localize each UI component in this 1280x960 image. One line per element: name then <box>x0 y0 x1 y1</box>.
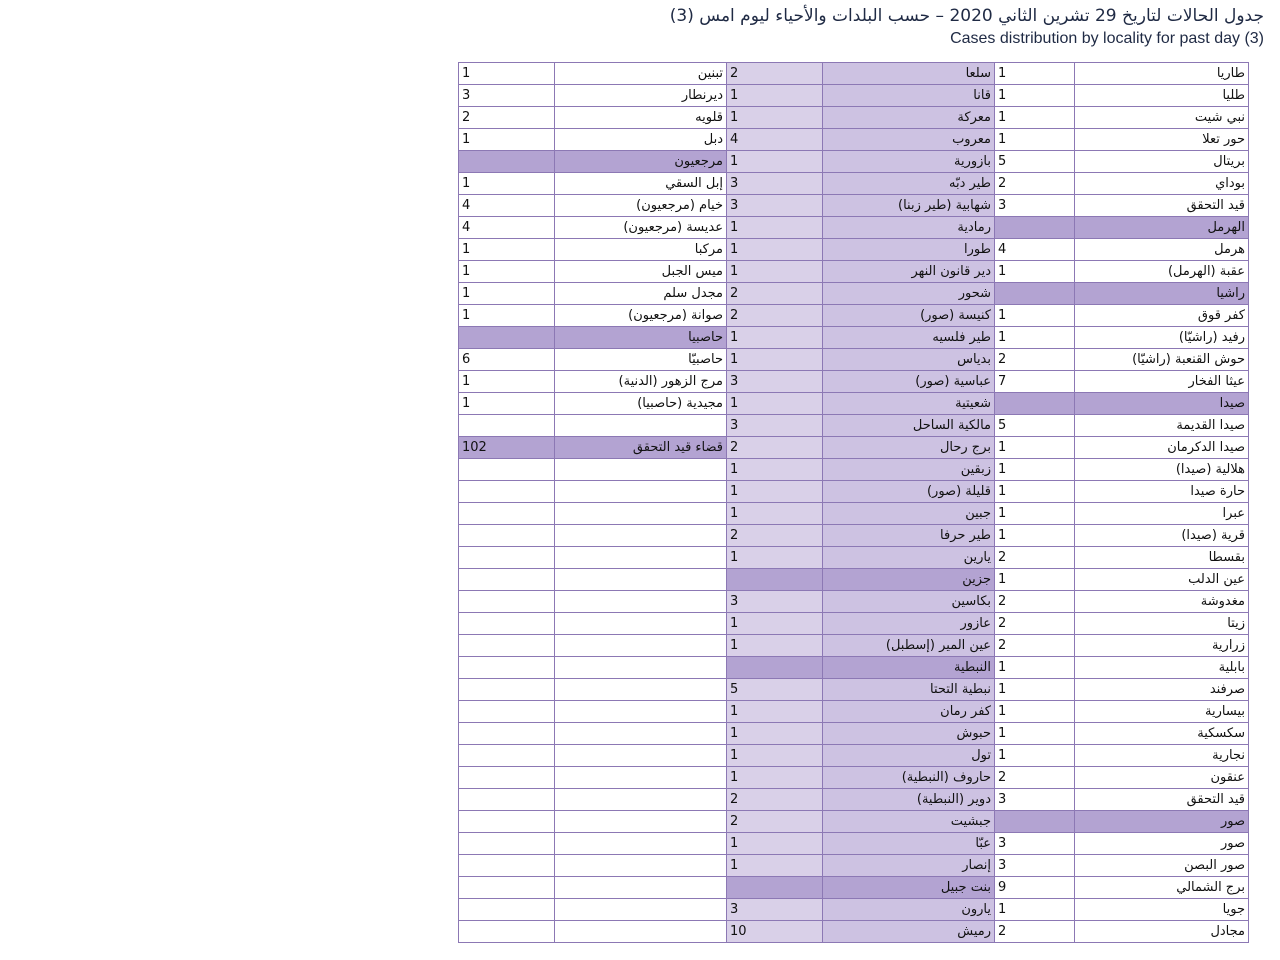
locality-name-cell: سكسكية <box>1075 723 1249 745</box>
locality-name-cell: دبل <box>555 129 727 151</box>
locality-name-cell: زرارية <box>1075 635 1249 657</box>
locality-name-cell: صور البصن <box>1075 855 1249 877</box>
case-count-cell: 1 <box>727 745 823 767</box>
locality-name-cell: مرجعيون <box>555 151 727 173</box>
locality-name-cell <box>555 833 727 855</box>
case-count-cell: 2 <box>727 283 823 305</box>
case-count-cell <box>459 151 555 173</box>
case-count-cell <box>459 569 555 591</box>
locality-name-cell: جبشيت <box>823 811 995 833</box>
case-count-cell: 1 <box>727 151 823 173</box>
case-count-cell: 1 <box>459 305 555 327</box>
case-count-cell: 1 <box>727 503 823 525</box>
locality-name-cell: يارين <box>823 547 995 569</box>
locality-name-cell <box>555 811 727 833</box>
locality-name-cell: عباسية (صور) <box>823 371 995 393</box>
case-count-cell <box>459 899 555 921</box>
table-row <box>459 327 1249 349</box>
locality-name-cell: راشيا <box>1075 283 1249 305</box>
locality-name-cell: سلعا <box>823 63 995 85</box>
case-count-cell: 1 <box>727 701 823 723</box>
locality-name-cell: إبل السقي <box>555 173 727 195</box>
case-count-cell: 1 <box>459 283 555 305</box>
locality-name-cell <box>555 591 727 613</box>
case-count-cell <box>727 657 823 679</box>
locality-name-cell: طاريا <box>1075 63 1249 85</box>
locality-name-cell <box>555 635 727 657</box>
locality-name-cell: صيدا الدكرمان <box>1075 437 1249 459</box>
locality-name-cell: حاروف (النبطية) <box>823 767 995 789</box>
case-count-cell: 5 <box>727 679 823 701</box>
locality-name-cell: قانا <box>823 85 995 107</box>
case-count-cell: 1 <box>459 371 555 393</box>
locality-name-cell: طورا <box>823 239 995 261</box>
locality-name-cell <box>555 503 727 525</box>
locality-name-cell <box>555 415 727 437</box>
locality-name-cell <box>555 481 727 503</box>
case-count-cell: 2 <box>727 525 823 547</box>
title-english: Cases distribution by locality for past day (3) <box>950 30 1264 47</box>
locality-name-cell <box>555 767 727 789</box>
case-count-cell <box>459 855 555 877</box>
locality-name-cell: جزين <box>823 569 995 591</box>
locality-name-cell <box>555 701 727 723</box>
case-count-cell <box>727 877 823 899</box>
case-count-cell: 3 <box>727 195 823 217</box>
locality-name-cell <box>555 899 727 921</box>
case-count-cell: 2 <box>995 767 1075 789</box>
locality-name-cell: مجيدية (حاصبيا) <box>555 393 727 415</box>
locality-name-cell: تول <box>823 745 995 767</box>
case-count-cell: 1 <box>995 569 1075 591</box>
case-count-cell: 2 <box>727 437 823 459</box>
locality-name-cell: عبّا <box>823 833 995 855</box>
locality-name-cell: طير فلسيه <box>823 327 995 349</box>
case-count-cell: 1 <box>995 723 1075 745</box>
case-count-cell: 5 <box>995 151 1075 173</box>
locality-name-cell: عقبة (الهرمل) <box>1075 261 1249 283</box>
case-count-cell: 1 <box>727 723 823 745</box>
locality-name-cell: بريتال <box>1075 151 1249 173</box>
table-row <box>459 459 1249 481</box>
locality-name-cell: بدياس <box>823 349 995 371</box>
locality-name-cell: كنيسة (صور) <box>823 305 995 327</box>
case-count-cell: 4 <box>995 239 1075 261</box>
table-row <box>459 371 1249 393</box>
case-count-cell: 1 <box>459 239 555 261</box>
case-count-cell: 1 <box>727 217 823 239</box>
case-count-cell <box>995 217 1075 239</box>
case-count-cell: 1 <box>459 173 555 195</box>
case-count-cell: 1 <box>727 481 823 503</box>
locality-name-cell: بيسارية <box>1075 701 1249 723</box>
locality-name-cell: حاصبيّا <box>555 349 727 371</box>
case-count-cell <box>459 767 555 789</box>
locality-name-cell: صوانة (مرجعيون) <box>555 305 727 327</box>
locality-name-cell: بكاسين <box>823 591 995 613</box>
case-count-cell: 4 <box>727 129 823 151</box>
table-row <box>459 85 1249 107</box>
case-count-cell: 3 <box>727 415 823 437</box>
locality-name-cell: بازورية <box>823 151 995 173</box>
locality-name-cell <box>555 525 727 547</box>
case-count-cell: 10 <box>727 921 823 943</box>
case-count-cell: 1 <box>727 85 823 107</box>
locality-name-cell: زبقين <box>823 459 995 481</box>
case-count-cell: 1 <box>995 63 1075 85</box>
locality-name-cell <box>555 657 727 679</box>
case-count-cell: 2 <box>459 107 555 129</box>
locality-name-cell <box>555 855 727 877</box>
table-row <box>459 855 1249 877</box>
locality-name-cell <box>555 459 727 481</box>
table-row <box>459 349 1249 371</box>
locality-name-cell: ميس الجبل <box>555 261 727 283</box>
locality-name-cell: معركة <box>823 107 995 129</box>
locality-name-cell: خيام (مرجعيون) <box>555 195 727 217</box>
locality-name-cell: برج الشمالي <box>1075 877 1249 899</box>
case-count-cell: 1 <box>727 635 823 657</box>
locality-name-cell: عبرا <box>1075 503 1249 525</box>
case-count-cell: 1 <box>727 261 823 283</box>
table-row <box>459 151 1249 173</box>
case-count-cell: 2 <box>727 63 823 85</box>
case-count-cell <box>459 657 555 679</box>
table-row <box>459 569 1249 591</box>
locality-name-cell: شحور <box>823 283 995 305</box>
case-count-cell: 2 <box>995 173 1075 195</box>
table-row <box>459 261 1249 283</box>
case-count-cell: 2 <box>727 305 823 327</box>
locality-name-cell: جويا <box>1075 899 1249 921</box>
case-count-cell: 2 <box>995 547 1075 569</box>
locality-name-cell: إنصار <box>823 855 995 877</box>
locality-name-cell: عيثا الفخار <box>1075 371 1249 393</box>
locality-name-cell: تبنين <box>555 63 727 85</box>
locality-name-cell: حور تعلا <box>1075 129 1249 151</box>
case-count-cell <box>459 745 555 767</box>
case-count-cell <box>459 547 555 569</box>
locality-name-cell <box>555 723 727 745</box>
locality-name-cell: طير دبّه <box>823 173 995 195</box>
case-count-cell: 1 <box>459 393 555 415</box>
case-count-cell: 1 <box>459 129 555 151</box>
case-count-cell: 2 <box>727 811 823 833</box>
table-row <box>459 437 1249 459</box>
locality-name-cell: نبطية التحتا <box>823 679 995 701</box>
locality-name-cell: عين الدلب <box>1075 569 1249 591</box>
locality-name-cell: رميش <box>823 921 995 943</box>
table-row <box>459 833 1249 855</box>
case-count-cell: 3 <box>995 833 1075 855</box>
table-row <box>459 547 1249 569</box>
case-count-cell <box>459 877 555 899</box>
locality-name-cell: بابلية <box>1075 657 1249 679</box>
case-count-cell <box>459 481 555 503</box>
table-row <box>459 415 1249 437</box>
locality-name-cell: مجادل <box>1075 921 1249 943</box>
case-count-cell: 1 <box>995 305 1075 327</box>
locality-name-cell: شهابية (طير زبنا) <box>823 195 995 217</box>
locality-name-cell: قضاء قيد التحقق <box>555 437 727 459</box>
locality-name-cell: مغدوشة <box>1075 591 1249 613</box>
table-row <box>459 481 1249 503</box>
case-count-cell: 1 <box>727 327 823 349</box>
locality-name-cell: عنقون <box>1075 767 1249 789</box>
case-count-cell <box>459 635 555 657</box>
case-count-cell <box>459 789 555 811</box>
case-count-cell <box>459 921 555 943</box>
locality-name-cell: حبوش <box>823 723 995 745</box>
case-count-cell: 6 <box>459 349 555 371</box>
case-count-cell <box>459 327 555 349</box>
table-row <box>459 503 1249 525</box>
locality-name-cell: بقسطا <box>1075 547 1249 569</box>
locality-name-cell: برج رحال <box>823 437 995 459</box>
locality-name-cell: نجارية <box>1075 745 1249 767</box>
locality-name-cell: ديرنطار <box>555 85 727 107</box>
locality-name-cell: صرفند <box>1075 679 1249 701</box>
case-count-cell: 1 <box>995 85 1075 107</box>
locality-name-cell: الهرمل <box>1075 217 1249 239</box>
locality-name-cell <box>555 679 727 701</box>
table-row <box>459 701 1249 723</box>
case-count-cell <box>459 525 555 547</box>
locality-name-cell: مجدل سلم <box>555 283 727 305</box>
locality-name-cell: عين المير (إسطبل) <box>823 635 995 657</box>
locality-name-cell <box>555 921 727 943</box>
case-count-cell <box>459 503 555 525</box>
table-row <box>459 789 1249 811</box>
locality-name-cell: طليا <box>1075 85 1249 107</box>
table-row <box>459 195 1249 217</box>
locality-name-cell: مرج الزهور (الدنية) <box>555 371 727 393</box>
locality-name-cell: زيتا <box>1075 613 1249 635</box>
case-count-cell: 3 <box>727 173 823 195</box>
cases-table-body <box>459 63 1249 943</box>
case-count-cell <box>995 393 1075 415</box>
table-row <box>459 217 1249 239</box>
locality-name-cell: يارون <box>823 899 995 921</box>
locality-name-cell: عازور <box>823 613 995 635</box>
case-count-cell <box>459 459 555 481</box>
table-row <box>459 393 1249 415</box>
locality-name-cell: نبي شيت <box>1075 107 1249 129</box>
locality-name-cell: رفيد (راشيّا) <box>1075 327 1249 349</box>
locality-name-cell: مالكية الساحل <box>823 415 995 437</box>
locality-name-cell: طير حرفا <box>823 525 995 547</box>
locality-name-cell: حارة صيدا <box>1075 481 1249 503</box>
locality-name-cell: حوش القنعبة (راشيّا) <box>1075 349 1249 371</box>
locality-name-cell: معروب <box>823 129 995 151</box>
locality-name-cell <box>555 547 727 569</box>
locality-name-cell: كفر رمان <box>823 701 995 723</box>
locality-name-cell: صيدا القديمة <box>1075 415 1249 437</box>
locality-name-cell: حاصبيا <box>555 327 727 349</box>
case-count-cell: 1 <box>995 129 1075 151</box>
locality-name-cell <box>555 745 727 767</box>
case-count-cell: 1 <box>727 459 823 481</box>
locality-name-cell <box>555 569 727 591</box>
case-count-cell: 1 <box>727 833 823 855</box>
case-count-cell: 1 <box>995 327 1075 349</box>
case-count-cell: 1 <box>727 547 823 569</box>
case-count-cell: 1 <box>995 459 1075 481</box>
locality-name-cell <box>555 877 727 899</box>
title-arabic: جدول الحالات لتاريخ 29 تشرين الثاني 2020 – حسب البلدات والأحياء ليوم امس (3) <box>669 6 1264 26</box>
case-count-cell: 3 <box>995 195 1075 217</box>
locality-name-cell: صيدا <box>1075 393 1249 415</box>
case-count-cell: 1 <box>995 107 1075 129</box>
case-count-cell: 1 <box>995 261 1075 283</box>
case-count-cell: 1 <box>995 745 1075 767</box>
case-count-cell: 1 <box>727 855 823 877</box>
case-count-cell <box>459 613 555 635</box>
locality-name-cell: قرية (صيدا) <box>1075 525 1249 547</box>
locality-name-cell: قليلة (صور) <box>823 481 995 503</box>
case-count-cell: 1 <box>995 701 1075 723</box>
locality-name-cell: بنت جبيل <box>823 877 995 899</box>
table-row <box>459 129 1249 151</box>
table-row <box>459 525 1249 547</box>
table-row <box>459 613 1249 635</box>
case-count-cell: 2 <box>995 921 1075 943</box>
locality-name-cell: عديسة (مرجعيون) <box>555 217 727 239</box>
case-count-cell: 1 <box>995 481 1075 503</box>
title-block <box>670 4 1264 50</box>
locality-name-cell: صور <box>1075 811 1249 833</box>
table-row <box>459 283 1249 305</box>
case-count-cell <box>459 833 555 855</box>
case-count-cell <box>727 569 823 591</box>
locality-name-cell: مركبا <box>555 239 727 261</box>
case-count-cell: 1 <box>995 679 1075 701</box>
table-row <box>459 679 1249 701</box>
locality-name-cell <box>555 789 727 811</box>
case-count-cell: 1 <box>459 261 555 283</box>
table-row <box>459 239 1249 261</box>
case-count-cell: 1 <box>995 657 1075 679</box>
table-row <box>459 767 1249 789</box>
locality-name-cell: بوداي <box>1075 173 1249 195</box>
case-count-cell: 1 <box>995 437 1075 459</box>
case-count-cell: 1 <box>727 239 823 261</box>
case-count-cell <box>459 591 555 613</box>
locality-name-cell: هرمل <box>1075 239 1249 261</box>
case-count-cell: 1 <box>727 613 823 635</box>
locality-name-cell: شعيتية <box>823 393 995 415</box>
case-count-cell: 4 <box>459 195 555 217</box>
locality-name-cell: النبطية <box>823 657 995 679</box>
table-row <box>459 173 1249 195</box>
locality-name-cell: قيد التحقق <box>1075 789 1249 811</box>
table-row <box>459 657 1249 679</box>
case-count-cell: 3 <box>995 789 1075 811</box>
locality-name-cell: دير قانون النهر <box>823 261 995 283</box>
locality-name-cell: كفر قوق <box>1075 305 1249 327</box>
case-count-cell <box>995 283 1075 305</box>
table-row <box>459 899 1249 921</box>
case-count-cell <box>995 811 1075 833</box>
table-row <box>459 107 1249 129</box>
table-row <box>459 723 1249 745</box>
locality-name-cell: جبين <box>823 503 995 525</box>
case-count-cell: 3 <box>727 591 823 613</box>
case-count-cell <box>459 679 555 701</box>
case-count-cell: 7 <box>995 371 1075 393</box>
case-count-cell: 4 <box>459 217 555 239</box>
locality-name-cell <box>555 613 727 635</box>
locality-name-cell: هلالية (صيدا) <box>1075 459 1249 481</box>
table-row <box>459 921 1249 943</box>
case-count-cell: 1 <box>459 63 555 85</box>
case-count-cell <box>459 811 555 833</box>
case-count-cell: 2 <box>995 349 1075 371</box>
table-row <box>459 305 1249 327</box>
table-row <box>459 635 1249 657</box>
case-count-cell <box>459 723 555 745</box>
case-count-cell: 3 <box>995 855 1075 877</box>
case-count-cell: 2 <box>995 591 1075 613</box>
case-count-cell <box>459 415 555 437</box>
case-count-cell: 1 <box>995 899 1075 921</box>
case-count-cell: 2 <box>727 789 823 811</box>
table-row <box>459 877 1249 899</box>
locality-name-cell: دوير (النبطية) <box>823 789 995 811</box>
case-count-cell: 1 <box>727 393 823 415</box>
case-count-cell: 5 <box>995 415 1075 437</box>
case-count-cell: 3 <box>459 85 555 107</box>
table-row <box>459 745 1249 767</box>
table-row <box>459 591 1249 613</box>
case-count-cell: 2 <box>995 613 1075 635</box>
locality-name-cell: رمادية <box>823 217 995 239</box>
locality-name-cell: قيد التحقق <box>1075 195 1249 217</box>
case-count-cell: 3 <box>727 899 823 921</box>
case-count-cell: 1 <box>727 349 823 371</box>
cases-table <box>458 62 1249 943</box>
case-count-cell: 1 <box>995 503 1075 525</box>
case-count-cell: 102 <box>459 437 555 459</box>
case-count-cell <box>459 701 555 723</box>
case-count-cell: 1 <box>727 107 823 129</box>
locality-name-cell: صور <box>1075 833 1249 855</box>
table-row <box>459 811 1249 833</box>
case-count-cell: 3 <box>727 371 823 393</box>
table-row <box>459 63 1249 85</box>
case-count-cell: 2 <box>995 635 1075 657</box>
case-count-cell: 9 <box>995 877 1075 899</box>
case-count-cell: 1 <box>727 767 823 789</box>
locality-name-cell: قلويه <box>555 107 727 129</box>
case-count-cell: 1 <box>995 525 1075 547</box>
